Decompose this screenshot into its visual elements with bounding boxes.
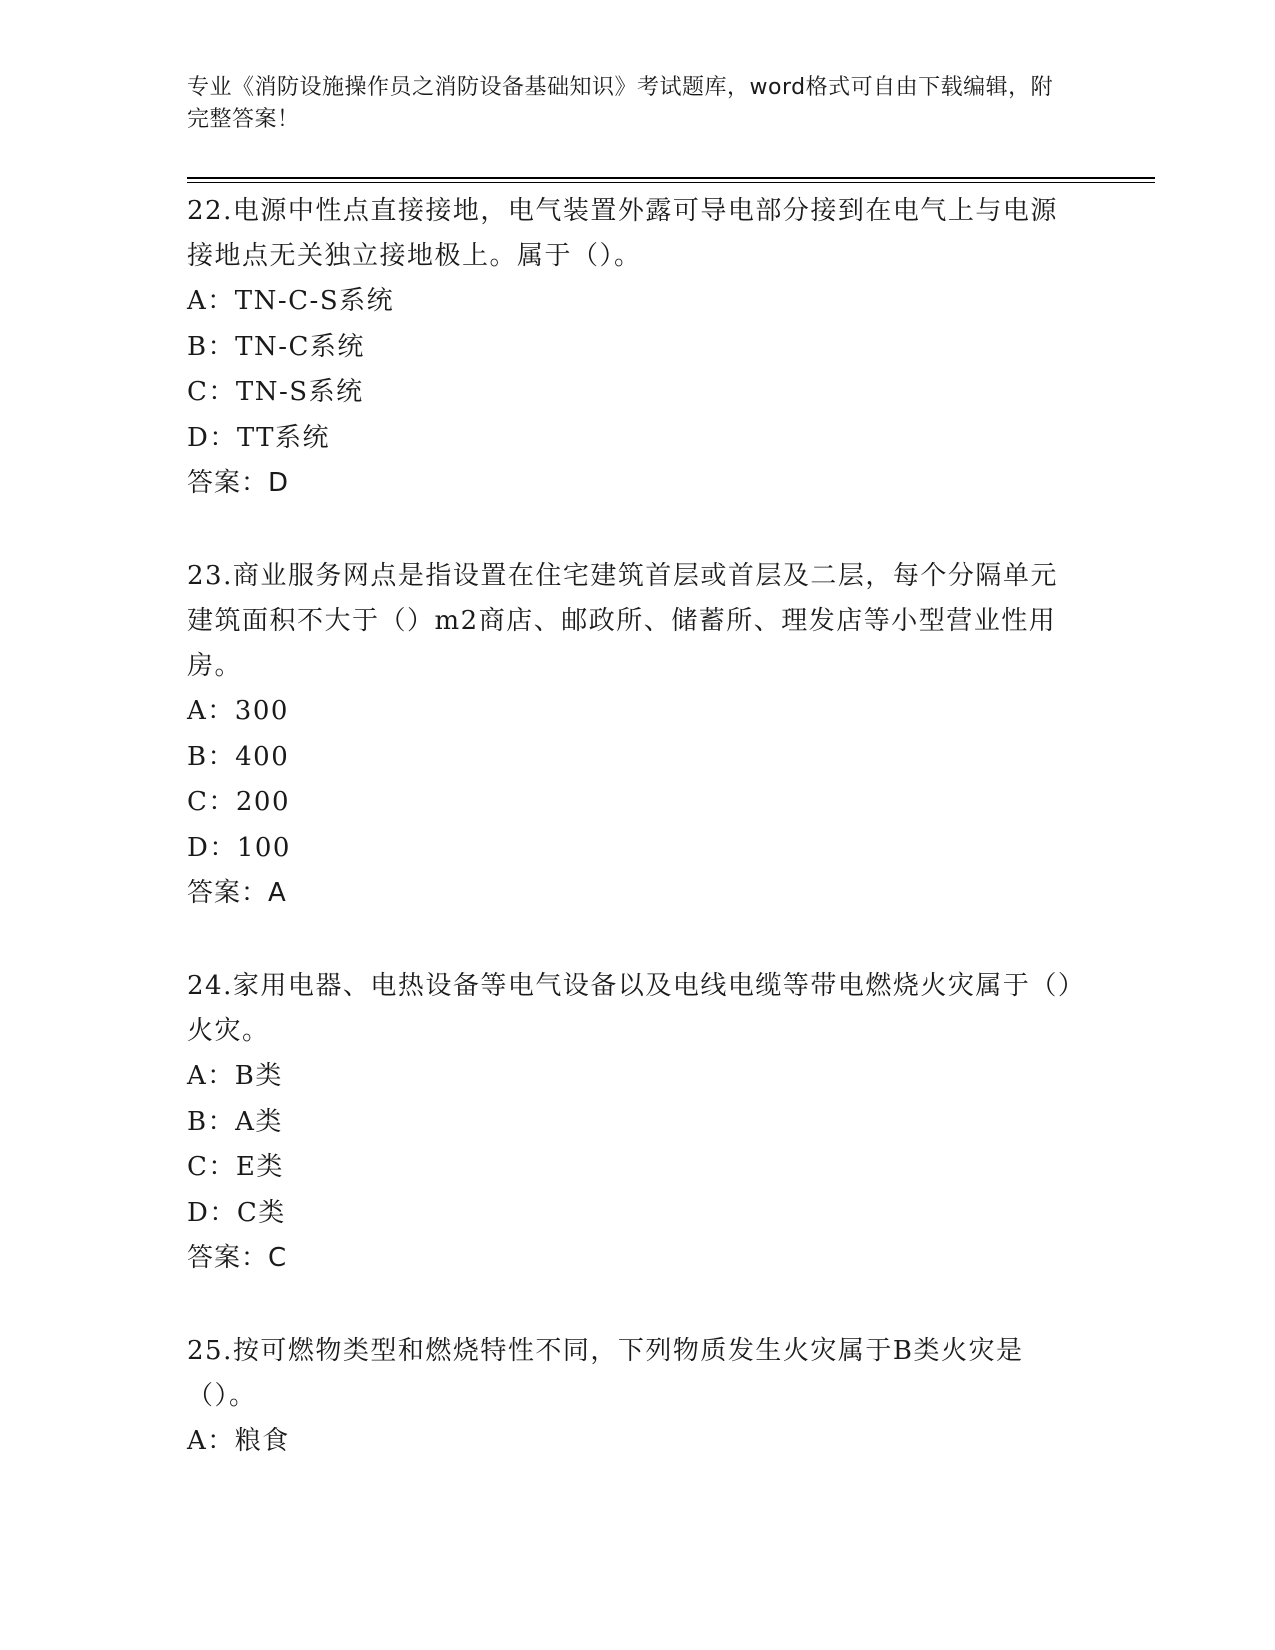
question-24 [187, 960, 1077, 1281]
question-22 [187, 185, 1077, 506]
option-d: D：TT系统 [187, 422, 331, 453]
option-b: B：TN-C系统 [187, 331, 365, 362]
answer-line: 答案：C [187, 1243, 288, 1273]
question-stem: 25.按可燃物类型和燃烧特性不同，下列物质发生火灾属于B类火灾是（）。 [187, 1336, 1024, 1411]
header-divider-thick [187, 177, 1155, 179]
question-stem: 23.商业服务网点是指设置在住宅建筑首层或首层及二层，每个分隔单元建筑面积不大于（）m2商店、邮政所、储蓄所、理发店等小型营业性用房。 [187, 561, 1058, 681]
option-a: A：300 [187, 696, 289, 726]
question-stem: 22.电源中性点直接接地，电气装置外露可导电部分接到在电气上与电源接地点无关独立接地极上。属于（）。 [187, 196, 1058, 271]
option-a: A：TN-C-S系统 [187, 286, 395, 316]
option-a: A：粮食 [187, 1426, 290, 1456]
option-b: B：400 [187, 741, 290, 772]
question-25 [187, 1325, 1077, 1465]
question-stem: 24.家用电器、电热设备等电气设备以及电线电缆等带电燃烧火灾属于（）火灾。 [187, 971, 1073, 1046]
option-c: C：200 [187, 787, 291, 817]
option-c: C：TN-S系统 [187, 377, 364, 407]
question-23 [187, 550, 1077, 916]
option-d: D：C类 [187, 1197, 286, 1228]
question-list [187, 185, 1077, 1465]
answer-line: 答案：A [187, 878, 287, 908]
header-divider-thin [187, 182, 1155, 183]
option-a: A：B类 [187, 1061, 283, 1091]
document-header: 专业《消防设施操作员之消防设备基础知识》考试题库，word格式可自由下载编辑，附完整答案！ [187, 75, 1054, 132]
option-b: B：A类 [187, 1106, 283, 1137]
option-d: D：100 [187, 832, 291, 863]
answer-line: 答案：D [187, 468, 290, 498]
option-c: C：E类 [187, 1152, 284, 1182]
